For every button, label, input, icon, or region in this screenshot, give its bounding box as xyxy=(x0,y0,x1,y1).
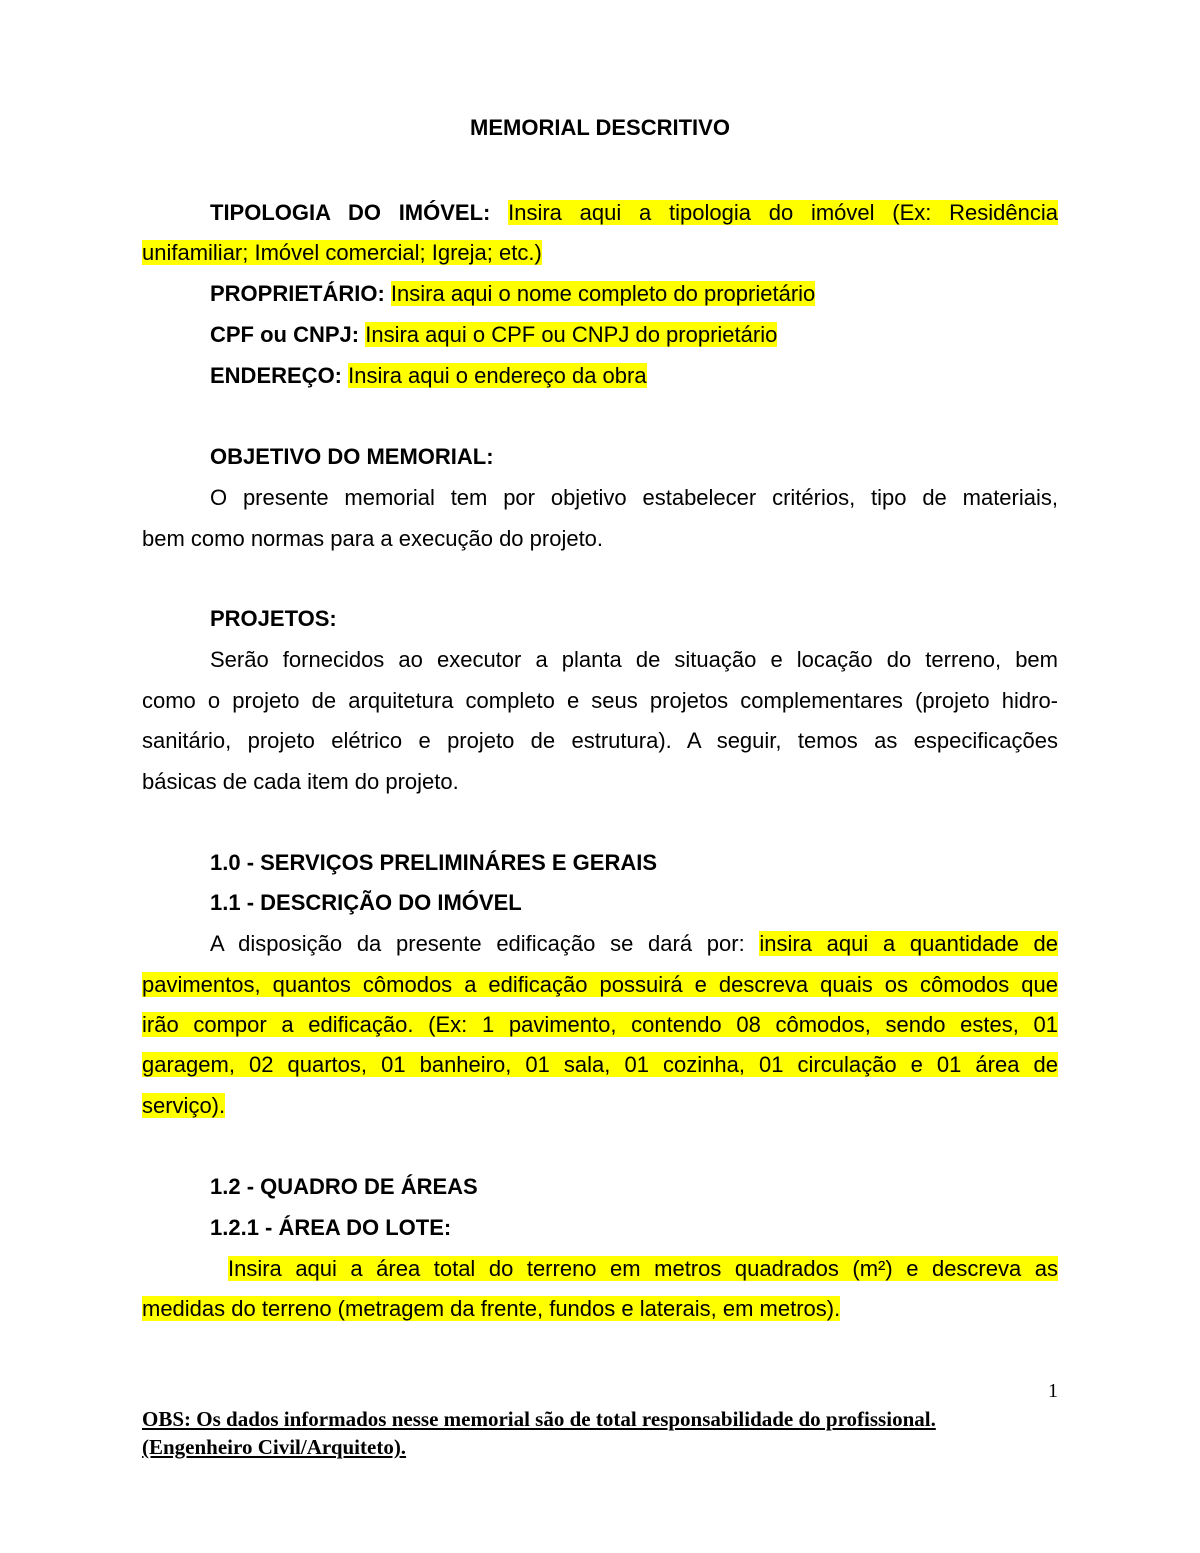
descricao-intro: A disposição da presente edificação se dará por: xyxy=(210,931,745,956)
section-1-2-heading: 1.2 - QUADRO DE ÁREAS xyxy=(210,1174,478,1199)
tipologia-line-2 xyxy=(142,238,1058,268)
area-lote-placeholder: medidas do terreno (metragem da frente, fundos e laterais, em metros). xyxy=(142,1296,841,1321)
endereco-value: Insira aqui o endereço da obra xyxy=(348,363,647,388)
projetos-paragraph-line: básicas de cada item do projeto. xyxy=(142,769,459,794)
descricao-line xyxy=(142,970,1058,1000)
area-lote-line xyxy=(142,1254,1058,1284)
area-lote-placeholder: Insira aqui a área total do terreno em metros quadrados (m²) e descreva as xyxy=(228,1256,1058,1281)
section-1-2-1-heading: 1.2.1 - ÁREA DO LOTE: xyxy=(210,1215,452,1240)
cpf-line xyxy=(142,320,1126,350)
section-1-1-heading: 1.1 - DESCRIÇÃO DO IMÓVEL xyxy=(210,890,522,915)
section-1-0-heading: 1.0 - SERVIÇOS PRELIMINÁRES E GERAIS xyxy=(210,850,658,875)
endereco-line xyxy=(142,361,1126,391)
descricao-placeholder: pavimentos, quantos cômodos a edificação possuirá e descreva quais os cômodos que xyxy=(142,972,1058,997)
endereco-label: ENDEREÇO: xyxy=(210,363,343,388)
document-title: MEMORIAL DESCRITIVO xyxy=(470,115,730,140)
projetos-paragraph-line: como o projeto de arquitetura completo e seus projetos complementares (projeto hidro- xyxy=(142,688,1058,713)
proprietario-value: Insira aqui o nome completo do proprietário xyxy=(390,281,816,306)
cpf-value: Insira aqui o CPF ou CNPJ do proprietário xyxy=(365,322,778,347)
descricao-placeholder: insira aqui a quantidade de xyxy=(759,931,1058,956)
cpf-label: CPF ou CNPJ: xyxy=(210,322,360,347)
descricao-placeholder: garagem, 02 quartos, 01 banheiro, 01 sala, 01 cozinha, 01 circulação e 01 área de xyxy=(142,1052,1058,1077)
tipologia-value-cont: unifamiliar; Imóvel comercial; Igreja; etc.) xyxy=(142,240,542,265)
projetos-heading: PROJETOS: xyxy=(210,606,337,631)
descricao-placeholder: serviço). xyxy=(142,1093,226,1118)
descricao-line xyxy=(142,929,1058,959)
objetivo-heading: OBJETIVO DO MEMORIAL: xyxy=(210,444,494,469)
obs-line: OBS: Os dados informados nesse memorial são de total responsabilidade do profissional. xyxy=(142,1407,936,1431)
area-lote-line xyxy=(142,1294,1058,1324)
tipologia-value: Insira aqui a tipologia do imóvel (Ex: Residência xyxy=(508,200,1058,225)
tipologia-label: TIPOLOGIA DO IMÓVEL: xyxy=(210,200,491,225)
descricao-line xyxy=(142,1010,1058,1040)
proprietario-label: PROPRIETÁRIO: xyxy=(210,281,385,306)
obs-line: (Engenheiro Civil/Arquiteto). xyxy=(142,1435,407,1459)
objetivo-paragraph-line: bem como normas para a execução do projeto. xyxy=(142,526,604,551)
tipologia-line xyxy=(142,198,1058,228)
page-number: 1 xyxy=(1048,1380,1058,1402)
descricao-placeholder: irão compor a edificação. (Ex: 1 pavimento, contendo 08 cômodos, sendo estes, 01 xyxy=(142,1012,1058,1037)
descricao-line xyxy=(142,1050,1058,1080)
proprietario-line xyxy=(142,279,1126,309)
projetos-paragraph-line: Serão fornecidos ao executor a planta de situação e locação do terreno, bem xyxy=(210,647,1058,672)
projetos-paragraph-line: sanitário, projeto elétrico e projeto de estrutura). A seguir, temos as especificações xyxy=(142,728,1058,753)
descricao-line xyxy=(142,1091,1058,1121)
objetivo-paragraph-line: O presente memorial tem por objetivo estabelecer critérios, tipo de materiais, xyxy=(210,485,1058,510)
